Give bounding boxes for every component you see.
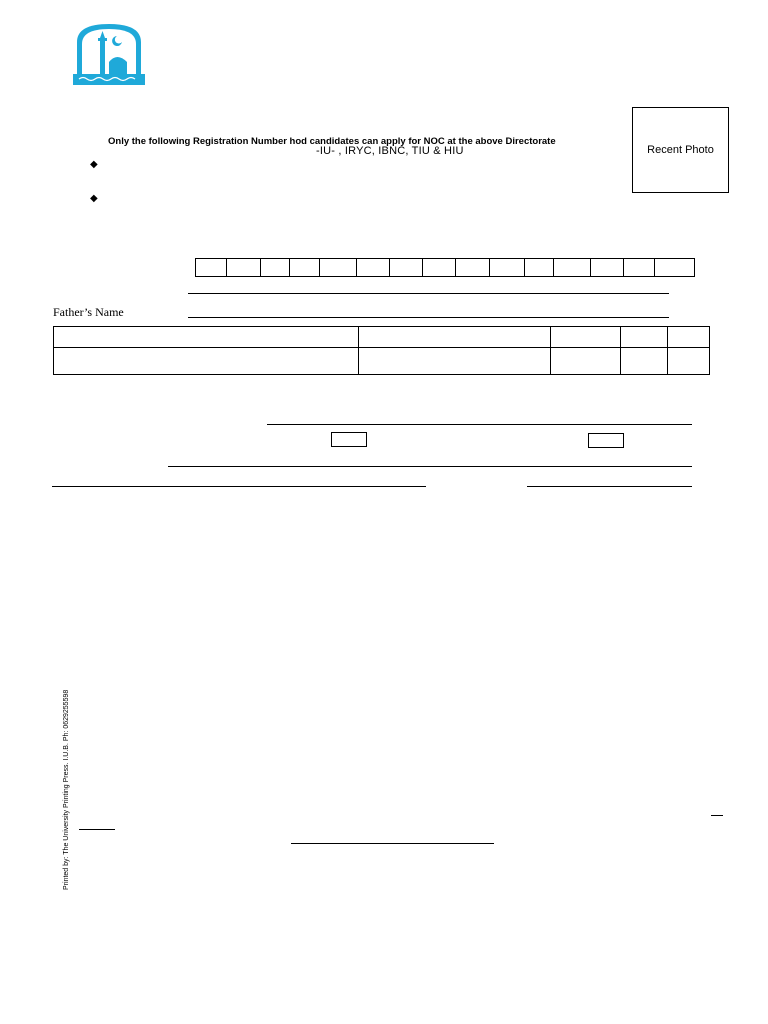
checkbox[interactable] (331, 432, 367, 447)
form-input-line[interactable] (267, 424, 692, 425)
reg-digit-box[interactable] (591, 259, 624, 276)
table-cell[interactable] (359, 348, 551, 375)
table-row (54, 327, 710, 348)
reg-digit-box[interactable] (320, 259, 357, 276)
signature-line[interactable] (291, 843, 494, 844)
table-cell[interactable] (668, 327, 710, 348)
reg-digit-box[interactable] (290, 259, 320, 276)
diamond-bullet-icon: ◆ (90, 159, 98, 170)
photo-placeholder-box[interactable] (632, 107, 729, 193)
reg-digit-box[interactable] (196, 259, 227, 276)
form-input-line[interactable] (527, 486, 692, 487)
photo-box-label: Recent Photo (647, 144, 714, 156)
table-cell[interactable] (621, 327, 668, 348)
form-input-line[interactable] (168, 466, 692, 467)
reg-digit-box[interactable] (390, 259, 423, 276)
table-cell[interactable] (54, 327, 359, 348)
diamond-bullet-icon: ◆ (90, 193, 98, 204)
reg-digit-box[interactable] (261, 259, 290, 276)
table-cell[interactable] (359, 327, 551, 348)
reg-digit-box[interactable] (456, 259, 490, 276)
form-input-line[interactable] (52, 486, 426, 487)
fathers-name-label: Father’s Name (53, 305, 124, 319)
eligibility-notice: Only the following Registration Number hod candidates can apply for NOC at the above Directorate (108, 136, 556, 147)
table-cell[interactable] (621, 348, 668, 375)
university-minaret-logo-icon (73, 22, 145, 85)
table-cell[interactable] (551, 327, 621, 348)
reg-digit-box[interactable] (624, 259, 655, 276)
table-cell[interactable] (551, 348, 621, 375)
university-logo (73, 22, 145, 85)
checkbox[interactable] (588, 433, 624, 448)
fathers-name-input-line[interactable] (188, 317, 669, 318)
short-input-line[interactable] (711, 815, 723, 816)
details-table (53, 326, 710, 375)
institutes-list: -IU- , IRYC, IBNC, TIU & HIU (316, 145, 464, 157)
date-input-line[interactable] (79, 829, 115, 830)
table-cell[interactable] (668, 348, 710, 375)
reg-digit-box[interactable] (357, 259, 390, 276)
table-cell[interactable] (54, 348, 359, 375)
reg-digit-box[interactable] (490, 259, 525, 276)
name-input-line[interactable] (188, 293, 669, 294)
table-row (54, 348, 710, 375)
printer-credit: Printed by: The University Printing Press. I.U.B. Ph: 0629255598 (63, 689, 70, 890)
registration-number-grid (195, 258, 695, 277)
reg-digit-box[interactable] (655, 259, 694, 276)
reg-digit-box[interactable] (423, 259, 456, 276)
reg-digit-box[interactable] (525, 259, 554, 276)
reg-digit-box[interactable] (227, 259, 261, 276)
reg-digit-box[interactable] (554, 259, 591, 276)
